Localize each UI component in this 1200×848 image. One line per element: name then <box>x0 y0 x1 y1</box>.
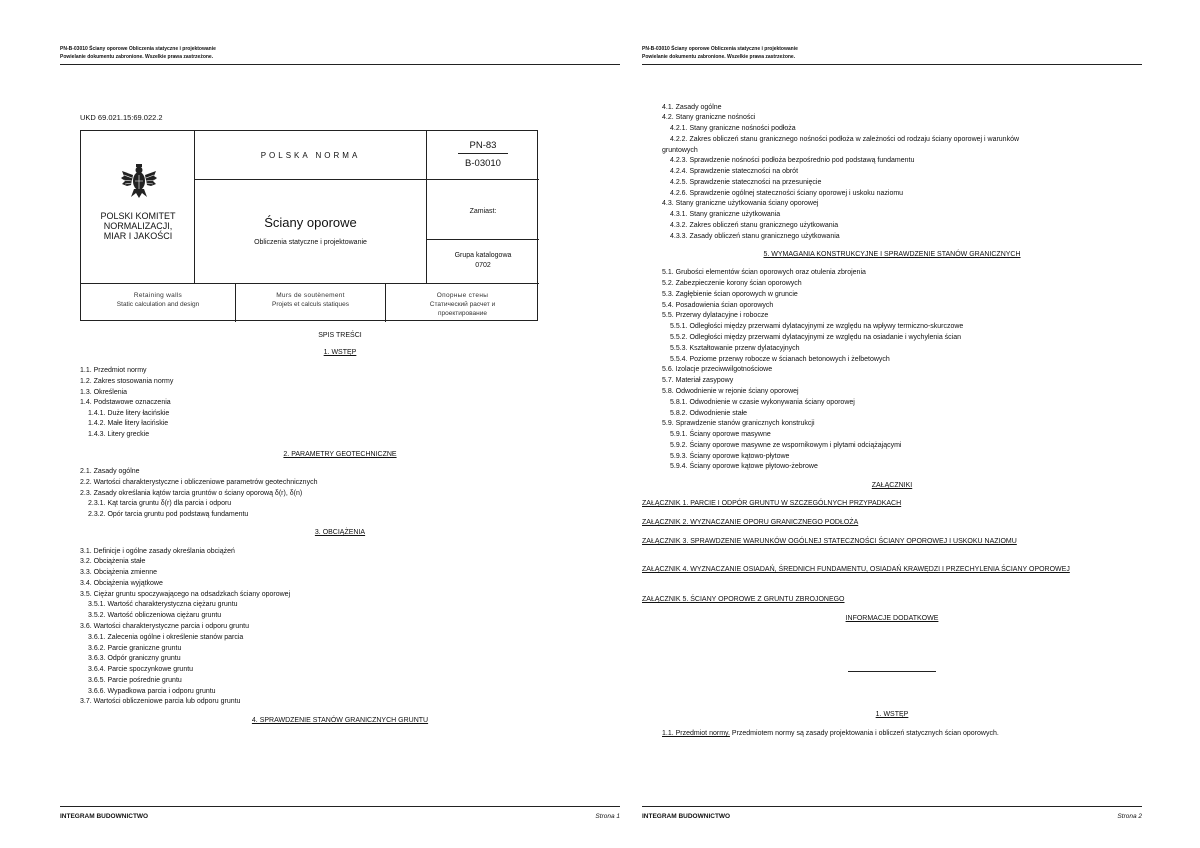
toc-section-heading[interactable]: ZAŁĄCZNIKI <box>871 482 913 489</box>
intro-item-label: 1.1. Przedmiot normy. <box>662 730 730 737</box>
toc-entry: 1.4.2. Małe litery łacińskie <box>88 420 169 427</box>
norm-header-table <box>80 130 538 321</box>
polska-norma-label: POLSKA NORMA <box>260 151 361 160</box>
toc-entry: 2.3. Zasady określania kątów tarcia gruntów o ściany oporową δ(r), δ(n) <box>80 490 303 497</box>
toc-entry: 5.3. Zagłębienie ścian oporowych w gruncie <box>662 291 798 298</box>
footer-publisher: INTEGRAM BUDOWNICTWO <box>642 813 731 820</box>
intro-item-text: Przedmiotem normy są zasady projektowania i obliczeń statycznych ścian oporowych. <box>729 730 999 737</box>
norm-title: Ściany oporowe <box>264 215 357 230</box>
toc-entry: 3.4. Obciążenia wyjątkowe <box>80 580 163 587</box>
appendix-link[interactable]: ZAŁĄCZNIK 4. WYZNACZANIE OSIADAŃ, ŚREDNICH FUNDAMENTU, OSIADAŃ KRAWĘDZI I PRZECHYLENIA ŚCIANY OPOROWEJ <box>642 566 1070 573</box>
footer-divider <box>642 806 1142 807</box>
toc-section-heading[interactable]: 4. SPRAWDZENIE STANÓW GRANICZNYCH GRUNTU <box>251 717 429 724</box>
polska-norma-cell <box>195 131 427 180</box>
toc-entry: 3.5.1. Wartość charakterystyczna ciężaru gruntu <box>88 601 238 608</box>
header-divider <box>642 64 1142 65</box>
toc-entry: 3.6.3. Odpór graniczny gruntu <box>88 655 181 662</box>
toc-entry: 3.6.4. Parcie spoczynkowe gruntu <box>88 666 194 673</box>
toc-section-heading[interactable]: 5. WYMAGANIA KONSTRUKCYJNE I SPRAWDZENIE STANÓW GRANICZNYCH <box>763 251 1021 258</box>
page-header <box>60 45 620 61</box>
toc-entry: 5.7. Materiał zasypowy <box>662 377 734 384</box>
toc-entry: 4.3.3. Zasady obliczeń stanu granicznego użytkowania <box>670 233 840 240</box>
ukd-code: UKD 69.021.15:69.022.2 <box>80 113 163 122</box>
group-cell <box>427 240 539 283</box>
header-title: PN-B-03010 Ściany oporowe Obliczenia statyczne i projektowanie <box>60 46 216 52</box>
toc-entry: 3.6.1. Zalecenia ogólne i określenie stanów parcia <box>88 634 244 641</box>
toc-entry: 5.8.1. Odwodnienie w czasie wykonywania ściany oporowej <box>670 399 855 406</box>
header-notice: Powielanie dokumentu zabronione. Wszelkie prawa zastrzeżone. <box>642 54 796 60</box>
appendix-link[interactable]: ZAŁĄCZNIK 3. SPRAWDZENIE WARUNKÓW OGÓLNEJ STATECZNOŚCI ŚCIANY OPOROWEJ I USKOKU NAZIOMU <box>642 538 1017 545</box>
toc-entry: 5.1. Grubości elementów ścian oporowych oraz otulenia zbrojenia <box>662 269 866 276</box>
toc-entry: 5.8. Odwodnienie w rejonie ściany oporowej <box>662 388 799 395</box>
toc-entry: 1.4.1. Duże litery łacińskie <box>88 410 170 417</box>
toc-entry: 1.4.3. Litery greckie <box>88 431 150 438</box>
english-title-cell: Retaining walls Static calculation and design <box>81 283 236 322</box>
toc-entry: 4.3. Stany graniczne użytkowania ściany oporowej <box>662 200 819 207</box>
zamiast-cell <box>427 180 539 240</box>
toc-entry: 5.2. Zabezpieczenie korony ścian oporowych <box>662 280 802 287</box>
norm-number: B-03010 <box>465 158 501 169</box>
toc-entry: 5.8.2. Odwodnienie stałe <box>670 410 748 417</box>
toc-entry: 5.5.3. Kształtowanie przerw dylatacyjnych <box>670 345 800 352</box>
french-title-cell: Murs de soutènement Projets et calculs statiques <box>236 283 386 322</box>
norm-subtitle: Obliczenia statyczne i projektowanie <box>254 239 367 246</box>
norm-number-rule <box>458 153 508 154</box>
toc-entry: 4.2. Stany graniczne nośności <box>662 114 756 121</box>
toc-entry: 5.5. Przerwy dylatacyjne i robocze <box>662 312 769 319</box>
toc-entry: 5.9.2. Ściany oporowe masywne ze wspornikowym i płytami odciążającymi <box>670 442 902 449</box>
intro-heading[interactable]: 1. WSTĘP <box>875 711 909 718</box>
toc-section-heading[interactable]: 2. PARAMETRY GEOTECHNICZNE <box>283 451 397 458</box>
toc-entry: 3.7. Wartości obliczeniowe parcia lub odporu gruntu <box>80 698 241 705</box>
toc-entry: 2.2. Wartości charakterystyczne i obliczeniowe parametrów geotechnicznych <box>80 479 318 486</box>
document-page-1 <box>60 0 620 848</box>
toc-entry: 4.2.5. Sprawdzenie stateczności na przesunięcie <box>670 179 822 186</box>
toc-entry: 2.3.1. Kąt tarcia gruntu δ(r) dla parcia i odporu <box>88 500 232 507</box>
toc-entry: 5.9.3. Ściany oporowe kątowo-płytowe <box>670 453 790 460</box>
toc-entry: 3.6.2. Parcie graniczne gruntu <box>88 645 182 652</box>
toc-entry: 4.2.3. Sprawdzenie nośności podłoża bezpośrednio pod podstawą fundamentu <box>670 157 915 164</box>
committee-cell <box>81 131 195 283</box>
appendix-link[interactable]: ZAŁĄCZNIK 2. WYZNACZANIE OPORU GRANICZNEGO PODŁOŻA <box>642 519 859 526</box>
norm-number-cell <box>427 131 539 180</box>
toc-entry: 4.3.1. Stany graniczne użytkowania <box>670 211 781 218</box>
footer-page-number: Strona 2 <box>1117 813 1142 820</box>
toc-entry: 5.9.4. Ściany oporowe kątowe płytowo-żebrowe <box>670 463 818 470</box>
appendix-link[interactable]: ZAŁĄCZNIK 1. PARCIE I ODPÓR GRUNTU W SZCZEGÓLNYCH PRZYPADKACH <box>642 500 902 507</box>
toc-entry: 2.3.2. Opór tarcia gruntu pod podstawą fundamentu <box>88 511 249 518</box>
toc-entry: 4.2.1. Stany graniczne nośności podłoża <box>670 125 796 132</box>
toc-entry: 5.9. Sprawdzenie stanów granicznych konstrukcji <box>662 420 815 427</box>
header-title: PN-B-03010 Ściany oporowe Obliczenia statyczne i projektowanie <box>642 46 798 52</box>
page-header <box>642 45 1142 61</box>
toc-entry: 5.5.4. Poziome przerwy robocze w ścianach betonowych i żelbetowych <box>670 356 890 363</box>
toc-entry: 1.2. Zakres stosowania normy <box>80 378 174 385</box>
toc-section-heading[interactable]: 1. WSTĘP <box>323 349 357 356</box>
zamiast-label: Zamiast: <box>469 208 497 215</box>
toc-entry: 2.1. Zasady ogólne <box>80 468 140 475</box>
eagle-emblem-icon <box>119 161 159 201</box>
toc-entry: 3.3. Obciążenia zmienne <box>80 569 158 576</box>
title-cell <box>195 180 427 283</box>
toc-entry: 5.6. Izolacje przeciwwilgotnościowe <box>662 366 773 373</box>
toc-entry: 1.3. Określenia <box>80 389 128 396</box>
toc-entry: 1.4. Podstawowe oznaczenia <box>80 399 171 406</box>
header-notice: Powielanie dokumentu zabronione. Wszelkie prawa zastrzeżone. <box>60 54 214 60</box>
norm-year: PN-83 <box>469 140 497 151</box>
toc-title: SPIS TREŚCI <box>318 332 362 339</box>
toc-entry: 3.6.5. Parcie pośrednie gruntu <box>88 677 182 684</box>
toc-entry: 5.5.2. Odległości między przerwami dylatacyjnymi ze względu na osiadanie i wychylenia ścian <box>670 334 962 341</box>
group-code: 0702 <box>475 262 491 269</box>
toc-entry: 3.2. Obciążenia stałe <box>80 558 146 565</box>
toc-entry: 3.5. Ciężar gruntu spoczywającego na odsadzkach ściany oporowej <box>80 591 291 598</box>
toc-entry: 5.5.1. Odległości między przerwami dylatacyjnymi ze względu na wpływy termiczno-skurczowe <box>670 323 964 330</box>
footer-page-number: Strona 1 <box>595 813 620 820</box>
toc-section-heading[interactable]: 3. OBCIĄŻENIA <box>314 529 366 536</box>
section-separator <box>848 671 936 672</box>
group-label: Grupa katalogowa <box>454 252 512 259</box>
footer-divider <box>60 806 620 807</box>
toc-entry: 5.9.1. Ściany oporowe masywne <box>670 431 771 438</box>
toc-entry: 3.1. Definicje i ogólne zasady określania obciążeń <box>80 548 235 555</box>
toc-entry: 4.3.2. Zakres obliczeń stanu granicznego użytkowania <box>670 222 839 229</box>
intro-paragraph <box>662 730 999 738</box>
toc-entry: 1.1. Przedmiot normy <box>80 367 147 374</box>
toc-entry: 3.6. Wartości charakterystyczne parcia i odporu gruntu <box>80 623 249 630</box>
toc-entry: 3.5.2. Wartość obliczeniowa ciężaru gruntu <box>88 612 222 619</box>
toc-entry: 4.2.4. Sprawdzenie stateczności na obrót <box>670 168 799 175</box>
document-page-2 <box>642 0 1142 848</box>
toc-entry: 4.2.6. Sprawdzenie ogólnej stateczności ściany oporowej i uskoku naziomu <box>670 190 904 197</box>
russian-title-cell: Опорные стены Статический расчет и проектирование <box>386 283 539 322</box>
appendix-link[interactable]: ZAŁĄCZNIK 5. ŚCIANY OPOROWE Z GRUNTU ZBROJONEGO <box>642 596 845 603</box>
committee-name: POLSKI KOMITET NORMALIZACJI, MIAR I JAKOŚCI <box>100 211 176 241</box>
info-heading[interactable]: INFORMACJE DODATKOWE <box>845 615 939 622</box>
toc-entry: 4.1. Zasady ogólne <box>662 104 722 111</box>
toc-entry: 4.2.2. Zakres obliczeń stanu granicznego nośności podłoża w zależności od rodzaju ściany oporowej i warunków <box>670 136 1020 143</box>
header-divider <box>60 64 620 65</box>
toc-entry: 5.4. Posadowienia ścian oporowych <box>662 302 774 309</box>
toc-entry: 3.6.6. Wypadkowa parcia i odporu gruntu <box>88 688 216 695</box>
toc-entry: gruntowych <box>662 147 698 154</box>
footer-publisher: INTEGRAM BUDOWNICTWO <box>60 813 149 820</box>
